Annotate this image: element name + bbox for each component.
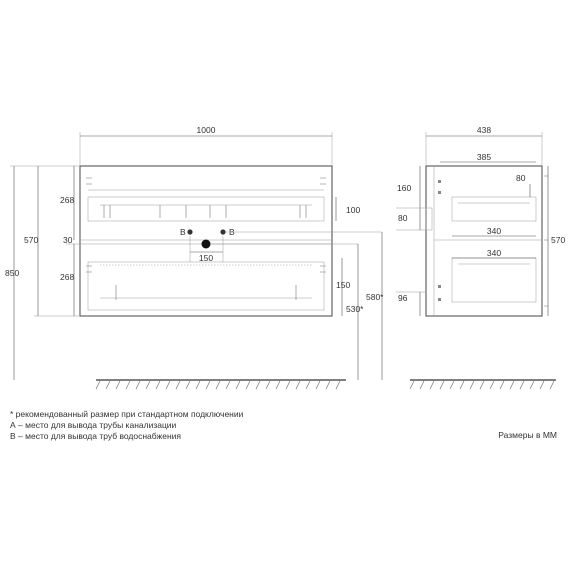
- dim-80-right-label: 80: [516, 173, 526, 183]
- dim-80-left-label: 80: [398, 213, 408, 223]
- dim-268-top-label: 268: [60, 195, 75, 205]
- side-view: [396, 125, 565, 389]
- note-water-b: В – место для вывода труб водоснабжения: [10, 431, 181, 441]
- pipe-b-right: [220, 229, 225, 234]
- dim-340-bottom-label: 340: [486, 248, 502, 258]
- side-handle-block: [426, 208, 432, 230]
- dim-30-label: 30: [63, 235, 73, 245]
- dim-340-top-label: 340: [486, 226, 502, 236]
- dim-150-label: 150: [198, 253, 214, 263]
- note-recommended: * рекомендованный размер при стандартном подключении: [10, 409, 244, 419]
- side-top-drawer: [452, 197, 536, 221]
- note-drain-a: А – место для вывода трубы канализации: [10, 420, 177, 430]
- side-cabinet-outline: [426, 166, 542, 316]
- dim-width-label: 1000: [196, 125, 216, 135]
- front-view: [5, 125, 384, 389]
- label-b-left: B: [180, 227, 186, 237]
- dim-570-label: 570: [24, 235, 39, 245]
- front-top-drawer-details: [104, 205, 306, 218]
- dim-850-label: 850: [5, 268, 20, 278]
- dim-96-label: 96: [398, 293, 408, 303]
- front-top-drawer-box: [88, 197, 324, 221]
- dim-side-570-label: 570: [551, 235, 566, 245]
- dim-438-label: 438: [476, 125, 492, 135]
- side-bottom-drawer: [452, 258, 536, 302]
- dim-150-v-label: 150: [336, 280, 351, 290]
- pipe-b-left: [187, 229, 192, 234]
- dim-580-label: 580*: [366, 292, 384, 302]
- units-label: Размеры в ММ: [498, 430, 557, 440]
- front-floor-hatch: [96, 381, 340, 389]
- dim-160-label: 160: [397, 183, 412, 193]
- dim-385-label: 385: [476, 152, 492, 162]
- pipe-a-drain: [202, 240, 211, 249]
- front-bottom-drawer-box: [88, 262, 324, 310]
- notes: [10, 409, 243, 442]
- dim-530-label: 530*: [346, 304, 364, 314]
- side-holes: [438, 180, 441, 301]
- side-floor-hatch: [410, 381, 554, 389]
- label-b-right: B: [229, 227, 235, 237]
- dim-268-bottom-label: 268: [60, 272, 75, 282]
- side-right-marks: [544, 176, 548, 306]
- dim-100-label: 100: [346, 205, 361, 215]
